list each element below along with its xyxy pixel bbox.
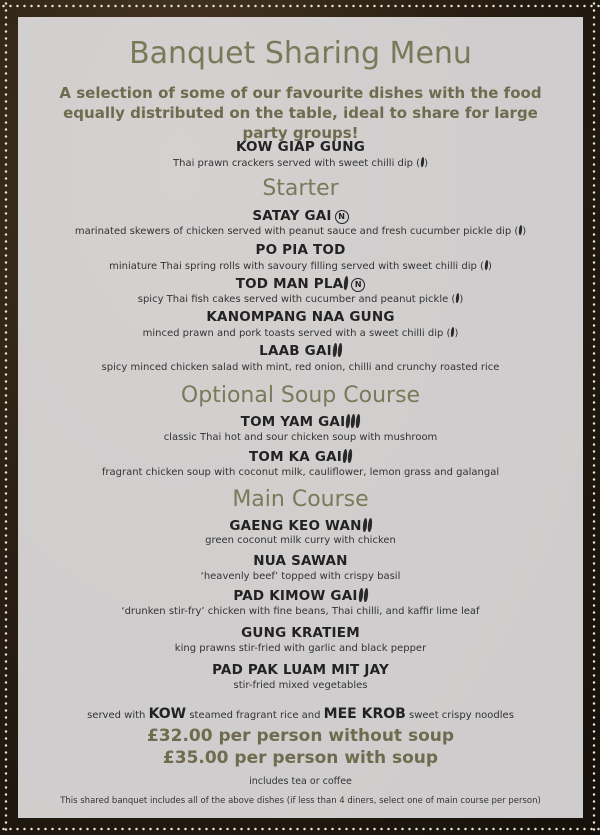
chilli-icon [332,343,337,357]
dish-desc: king prawns stir-fried with garlic and black pepper [174,643,427,654]
chilli-icon [358,588,363,602]
dish-name: PAD PAK LUAM MIT JAY [212,662,389,678]
dish-desc: ‘drunken stir-fry’ chicken with fine beans, Thai chilli, and kaffir lime leaf [121,606,480,617]
section-heading-main: Main Course [232,487,369,512]
dish-name: TOM KA GAI [18,449,583,465]
dish-name: LAAB GAI [18,343,583,359]
dish-name: SATAY GAI N [18,208,583,224]
price-without-soup: £32.00 per person without soup [146,726,455,746]
nut-icon: N [335,210,349,224]
dotted-border-right [592,0,596,835]
dotted-border-bottom [0,827,600,831]
dish-desc: classic Thai hot and sour chicken soup with mushroom [163,432,438,443]
dish-desc: marinated skewers of chicken served with peanut sauce and fresh cucumber pickle dip ( ) [74,226,527,237]
dish-name: TOM YAM GAI [18,414,583,430]
dish-name: NUA SAWAN [253,553,348,569]
dish-desc: miniature Thai spring rolls with savoury filling served with sweet chilli dip ( ) [109,261,492,272]
dish-name: KOW GIAP GUNG [235,139,366,155]
menu-panel [18,17,583,818]
dish-name: TOD MAN PLA N [18,276,583,292]
chilli-icon [363,588,368,602]
dish-desc: Thai prawn crackers served with sweet chilli dip ( ) [173,158,428,169]
dish-desc: green coconut milk curry with chicken [205,535,396,546]
served-with-line: served with KOW steamed fragrant rice and MEE KROB sweet crispy noodles [87,706,514,722]
nut-icon: N [351,278,365,292]
section-heading-soup: Optional Soup Course [180,383,421,408]
menu-title: Banquet Sharing Menu [129,36,472,71]
chilli-icon [367,518,372,532]
includes-note: includes tea or coffee [249,776,352,787]
menu-intro: A selection of some of our favourite dishes with the food equally distributed on the table, ideal to share for large party groups! [59,84,542,142]
chilli-icon [337,343,342,357]
chilli-icon [362,518,367,532]
price-with-soup: £35.00 per person with soup [162,748,439,768]
dish-desc: stir-fried mixed vegetables [233,680,368,691]
dish-desc: spicy minced chicken salad with mint, red onion, chilli and crunchy roasted rice [101,362,500,373]
section-heading-starter: Starter [262,176,339,201]
dish-desc: spicy Thai fish cakes served with cucumber and peanut pickle ( ) [137,294,464,305]
dish-name: GAENG KEO WAN [18,518,583,534]
chilli-icon [342,449,347,463]
chilli-icon [344,276,349,290]
footnote: This shared banquet includes all of the above dishes (if less than 4 diners, select one of main course per person) [60,796,541,806]
dish-name: PAD KIMOW GAI [18,588,583,604]
chilli-icon [347,449,352,463]
dish-desc: fragrant chicken soup with coconut milk, cauliflower, lemon grass and galangal [101,467,500,478]
dish-desc: ‘heavenly beef’ topped with crispy basil [200,571,401,582]
chilli-icon [356,414,361,428]
dish-name: GUNG KRATIEM [241,625,360,641]
dish-name: KANOMPANG NAA GUNG [206,309,395,325]
dish-name: PO PIA TOD [255,242,346,258]
dotted-border-top [0,4,600,8]
dotted-border-left [4,0,8,835]
dish-desc: minced prawn and pork toasts served with a sweet chilli dip ( ) [142,328,459,339]
